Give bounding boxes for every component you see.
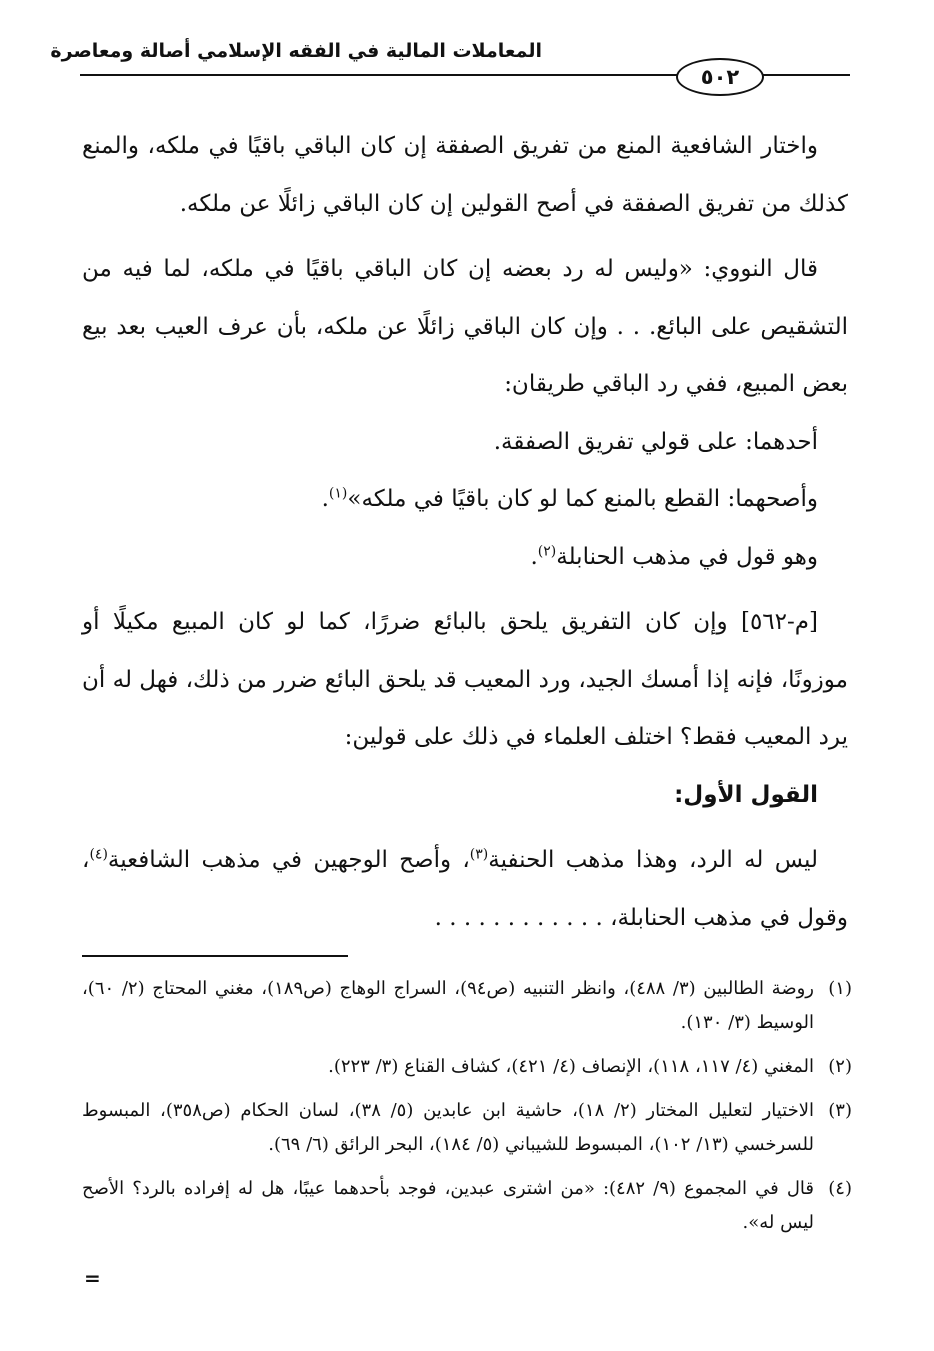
page-number: ٥٠٢ (676, 58, 764, 96)
section-heading: القول الأول: (674, 781, 818, 808)
footnote (82, 1172, 852, 1240)
footnote-ref-2: (٢) (537, 542, 557, 559)
paragraph-4 (82, 471, 848, 529)
footnote-number: (١) (828, 978, 852, 999)
main-text (82, 118, 848, 947)
paragraph-5 (82, 529, 848, 587)
footnotes (82, 972, 852, 1250)
paragraph-7-text-b: ، وأصح الوجهين في مذهب الشافعية (107, 847, 470, 873)
footnote-text: قال في المجموع (٩/ ٤٨٢): «من اشترى عبدين، فوجد بأحدهما عيبًا، هل له إفراده بالرد؟ الأصح ليس له». (82, 1178, 815, 1233)
footnote-number: (٤) (828, 1178, 852, 1199)
paragraph-1: واختار الشافعية المنع من تفريق الصفقة إن كان الباقي باقيًا في ملكه، والمنع كذلك من تفريق الصفقة في أصح القولين إن كان الباقي زائلًا عن ملكه. (82, 133, 848, 217)
continuation-mark: = (84, 1266, 101, 1290)
paragraph-2: قال النووي: «وليس له رد بعضه إن كان الباقي باقيًا في ملكه، لما فيه من التشقيص على البائع. . . وإن كان الباقي زائلًا عن ملكه، بأن عرف العيب بعد بيع بعض المبيع، ففي رد الباقي طريقان: (82, 256, 848, 397)
continuation-dots: . . . . . . . . . . . . (434, 904, 603, 931)
paragraph-7-text-c: ، وقول في مذهب الحنابلة، (82, 847, 848, 931)
paragraph-3: أحدهما: على قولي تفريق الصفقة. (493, 428, 818, 455)
footnote (82, 1050, 852, 1084)
paragraph-7 (82, 832, 848, 947)
paragraph-5-end: . (530, 543, 538, 570)
footnote-ref-4: (٤) (89, 846, 108, 863)
footnote-separator (82, 955, 348, 957)
footnote (82, 1094, 852, 1162)
footnote (82, 972, 852, 1040)
paragraph-7-text-a: ليس له الرد، وهذا مذهب الحنفية (488, 847, 818, 873)
paragraph-4-end: . (321, 486, 329, 512)
paragraph-5-text: وهو قول في مذهب الحنابلة (556, 543, 818, 570)
footnote-text: المغني (٤/ ١١٧، ١١٨)، الإنصاف (٤/ ٤٢١)، كشاف القناع (٣/ ٢٢٣). (328, 1056, 814, 1077)
footnote-text: الاختيار لتعليل المختار (٢/ ١٨)، حاشية ابن عابدين (٥/ ٣٨)، لسان الحكام (ص٣٥٨)، المبسوط للسرخسي (١٣/ ١٠٢)، المبسوط للشيباني (٥/ ١٨٤)، البحر الرائق (٦/ ٦٩). (82, 1100, 815, 1155)
paragraph-4-text: وأصحهما: القطع بالمنع كما لو كان باقيًا في ملكه» (347, 486, 818, 512)
footnote-number: (٣) (828, 1100, 852, 1121)
footnote-ref-3: (٣) (469, 846, 489, 863)
footnote-ref-1: (١) (328, 485, 348, 502)
paragraph-6: [م-٥٦٢] وإن كان التفريق يلحق بالبائع ضررًا، كما لو كان المبيع مكيلًا أو موزونًا، فإنه إذا أمسك الجيد، ورد المعيب قد يلحق البائع ضرر من ذلك، فهل له أن يرد المعيب فقط؟ اختلف العلماء في ذلك على قولين: (82, 609, 848, 750)
footnote-text: روضة الطالبين (٣/ ٤٨٨)، وانظر التنبيه (ص٩٤)، السراج الوهاج (ص١٨٩)، مغني المحتاج (٢/ ٦٠)، الوسيط (٣/ ١٣٠). (82, 978, 814, 1033)
running-header-title: المعاملات المالية في الفقه الإسلامي أصالة ومعاصرة (50, 40, 542, 62)
footnote-number: (٢) (828, 1056, 852, 1077)
